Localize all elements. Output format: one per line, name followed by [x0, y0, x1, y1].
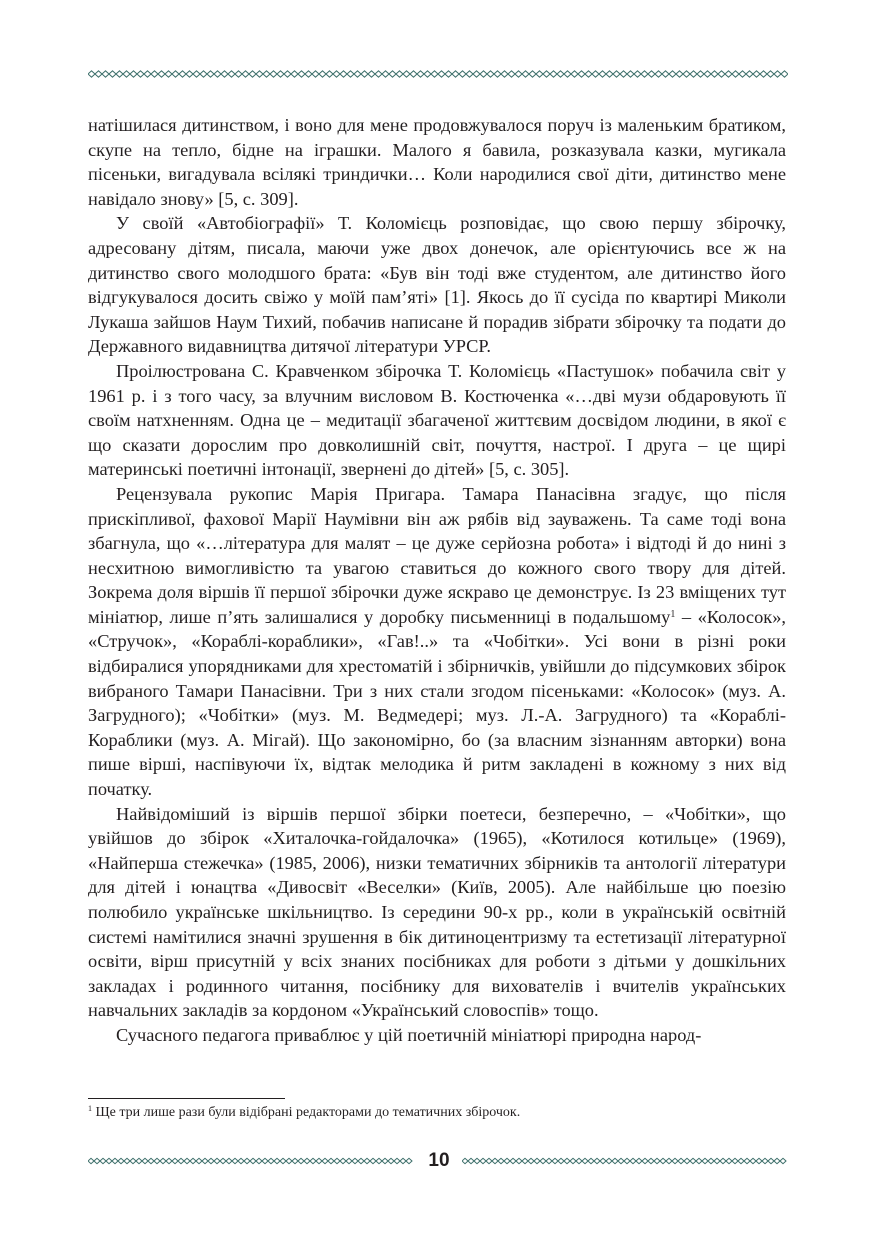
ornament-diamond — [480, 1158, 486, 1163]
ornament-diamond — [655, 71, 662, 77]
ornament-diamond — [291, 71, 298, 77]
ornament-diamond — [214, 1158, 220, 1163]
ornament-diamond — [200, 71, 207, 77]
ornament-diamond — [280, 1158, 286, 1163]
footnote-divider — [88, 1098, 285, 1099]
ornament-diamond — [410, 71, 417, 77]
ornament-diamond — [578, 71, 585, 77]
ornament-diamond — [452, 71, 459, 77]
ornament-diamond — [641, 71, 648, 77]
ornament-diamond — [112, 1158, 118, 1163]
ornament-diamond — [654, 1158, 660, 1163]
ornament-diamond — [333, 71, 340, 77]
ornament-diamond — [630, 1158, 636, 1163]
ornament-diamond — [746, 71, 753, 77]
ornament-diamond — [220, 1158, 226, 1163]
ornament-diamond — [466, 71, 473, 77]
ornament-diamond — [683, 71, 690, 77]
ornament-diamond — [522, 1158, 528, 1163]
ornament-diamond — [277, 71, 284, 77]
ornament-diamond — [190, 1158, 196, 1163]
ornament-diamond — [352, 1158, 358, 1163]
footnote — [88, 1104, 786, 1122]
ornament-diamond — [151, 71, 158, 77]
footer-ornament-right — [462, 1157, 788, 1165]
ornament-diamond — [492, 1158, 498, 1163]
ornament-pattern — [88, 69, 788, 79]
ornament-diamond — [606, 1158, 612, 1163]
paragraph-4-part-2: – «Колосок», «Стручок», «Кораблі-кораблики», «Гав!..» та «Чобітки». Усі вони в різні роки відбиралися упорядниками для хрестоматій і збірничків, увійшли до підсумкових збірок вибраного Тамари Панасівни. Три з них стали згодом пісеньками: «Колосок» (муз. А. Загрудного); «Чобітки» (муз. М. Ведмедері; муз. Л.-А. Загрудного) та «Кораблі-Кораблики (муз. А. Мігай). Що закономірно, бо (за власним зізнанням авторки) вона пише вірші, наспівуючи їх, відтак мелодика й ритм закладені в кожному з них від початку. — [88, 606, 786, 800]
ornament-diamond — [137, 71, 144, 77]
ornament-diamond — [516, 1158, 522, 1163]
ornament-diamond — [612, 1158, 618, 1163]
ornament-diamond — [585, 71, 592, 77]
ornament-diamond — [250, 1158, 256, 1163]
ornament-diamond — [406, 1158, 412, 1163]
ornament-diamond — [718, 71, 725, 77]
ornament-diamond — [702, 1158, 708, 1163]
ornament-diamond — [543, 71, 550, 77]
ornament-diamond — [564, 1158, 570, 1163]
ornament-diamond — [179, 71, 186, 77]
paragraph-5: Найвідоміший із віршів першої збірки поетеси, безперечно, – «Чобітки», що увійшов до збірок «Хиталочка-гойдалочка» (1965), «Котилося котильце» (1969), «Найперша стежечка» (1985, 2006), низки тематичних збірників та антології літератури для дітей і юнацтва «Дивосвіт «Веселки» (Київ, 2005). Але найбільше цю поезію полюбило українське шкільництво. Із середини 90-х рр., коли в українській освітній системі намітилися значні зрушення в бік дитиноцентризму та естетизації літературної освіти, вірш присутній у всіх знаних посібниках для роботи з дітьми у дошкільних закладах і родинного читання, посібнику для вихователів і вчителів українських навчальних закладів за кордоном «Український словоспів» тощо. — [88, 803, 786, 1021]
ornament-diamond — [624, 1158, 630, 1163]
footnote-text: Ще три лише рази були відібрані редакторами до тематичних збірочок. — [92, 1105, 521, 1120]
ornament-diamond — [501, 71, 508, 77]
ornament-diamond — [529, 71, 536, 77]
ornament-diamond — [762, 1158, 768, 1163]
ornament-diamond — [750, 1158, 756, 1163]
ornament-diamond — [88, 1158, 94, 1163]
paragraph-1: натішилася дитинством, і воно для мене продовжувалося поруч із маленьким братиком, скупе на тепло, бідне на іграшки. Малого я бавила, розказувала казки, мугикала пісеньки, вигадувала всілякі триндички… Коли народилися свої діти, дитинство мене навідало знову» [5, с. 309]. — [88, 115, 786, 209]
ornament-diamond — [328, 1158, 334, 1163]
ornament-diamond — [394, 1158, 400, 1163]
ornament-diamond — [106, 1158, 112, 1163]
ornament-diamond — [634, 71, 641, 77]
ornament-diamond — [165, 71, 172, 77]
ornament-diamond — [774, 71, 781, 77]
ornament-diamond — [310, 1158, 316, 1163]
ornament-diamond — [676, 71, 683, 77]
ornament-diamond — [528, 1158, 534, 1163]
ornament-diamond — [340, 1158, 346, 1163]
ornament-diamond — [109, 71, 116, 77]
ornament-diamond — [347, 71, 354, 77]
ornament-diamond — [690, 71, 697, 77]
ornament-diamond — [756, 1158, 762, 1163]
ornament-diamond — [322, 1158, 328, 1163]
footer-ornament-left — [88, 1157, 414, 1165]
ornament-diamond — [669, 71, 676, 77]
ornament-diamond — [361, 71, 368, 77]
ornament-diamond — [172, 1158, 178, 1163]
ornament-diamond — [202, 1158, 208, 1163]
ornament-diamond — [552, 1158, 558, 1163]
ornament-diamond — [262, 1158, 268, 1163]
ornament-diamond — [116, 71, 123, 77]
ornament-diamond — [550, 71, 557, 77]
ornament-diamond — [268, 1158, 274, 1163]
ornament-diamond — [726, 1158, 732, 1163]
ornament-diamond — [100, 1158, 106, 1163]
ornament-diamond — [780, 1158, 786, 1163]
ornament-diamond — [672, 1158, 678, 1163]
ornament-diamond — [382, 1158, 388, 1163]
page-number: 10 — [428, 1150, 450, 1171]
ornament-diamond — [725, 71, 732, 77]
paragraph-4-part-1: Рецензувала рукопис Марія Пригара. Тамара Панасівна згадує, що після прискіпливої, фахової Марії Наумівни він аж рябів від зауважень. Та саме тоді вона збагнула, що «…література для малят – це дуже серйозна робота» і відтоді й до нині з несхитною вимогливістю та увагою ставиться до кожного свого твору для дітей. Зокрема доля віршів її першої збірочки дуже яскраво це демонструє. Із 23 вміщених тут мініатюр, лише п’ять залишалися у доробку письменниці в подальшому — [88, 483, 786, 627]
ornament-diamond — [304, 1158, 310, 1163]
ornament-diamond — [666, 1158, 672, 1163]
ornament-diamond — [184, 1158, 190, 1163]
ornament-diamond — [486, 1158, 492, 1163]
ornament-diamond — [781, 71, 788, 77]
ornament-diamond — [400, 1158, 406, 1163]
ornament-diamond — [382, 71, 389, 77]
footnote-mark: 1 — [88, 1104, 92, 1113]
ornament-diamond — [256, 1158, 262, 1163]
ornament-diamond — [274, 1158, 280, 1163]
ornament-diamond — [536, 71, 543, 77]
ornament-diamond — [564, 71, 571, 77]
ornament-diamond — [172, 71, 179, 77]
ornament-diamond — [662, 71, 669, 77]
ornament-diamond — [375, 71, 382, 77]
ornament-diamond — [354, 71, 361, 77]
ornament-diamond — [690, 1158, 696, 1163]
ornament-diamond — [221, 71, 228, 77]
ornament-diamond — [154, 1158, 160, 1163]
ornament-diamond — [720, 1158, 726, 1163]
ornament-diamond — [660, 1158, 666, 1163]
ornament-diamond — [214, 71, 221, 77]
ornament-diamond — [148, 1158, 154, 1163]
footnote-reference[interactable]: 1 — [670, 608, 676, 620]
ornament-diamond — [142, 1158, 148, 1163]
ornament-diamond — [636, 1158, 642, 1163]
ornament-diamond — [95, 71, 102, 77]
ornament-diamond — [558, 1158, 564, 1163]
ornament-diamond — [346, 1158, 352, 1163]
ornament-diamond — [534, 1158, 540, 1163]
ornament-diamond — [123, 71, 130, 77]
ornament-diamond — [594, 1158, 600, 1163]
ornament-diamond — [244, 1158, 250, 1163]
ornament-diamond — [178, 1158, 184, 1163]
ornament-diamond — [767, 71, 774, 77]
ornament-diamond — [684, 1158, 690, 1163]
ornament-diamond — [235, 71, 242, 77]
ornament-diamond — [312, 71, 319, 77]
ornament-diamond — [124, 1158, 130, 1163]
ornament-diamond — [648, 1158, 654, 1163]
ornament-diamond — [708, 1158, 714, 1163]
ornament-diamond — [576, 1158, 582, 1163]
ornament-diamond — [627, 71, 634, 77]
ornament-diamond — [557, 71, 564, 77]
ornament-diamond — [546, 1158, 552, 1163]
ornament-diamond — [487, 71, 494, 77]
ornament-diamond — [249, 71, 256, 77]
ornament-diamond — [431, 71, 438, 77]
ornament-diamond — [618, 1158, 624, 1163]
ornament-diamond — [480, 71, 487, 77]
ornament-diamond — [207, 71, 214, 77]
paragraph-6: Сучасного педагога приваблює у цій поетичній мініатюрі природна народ- — [116, 1024, 702, 1045]
ornament-diamond — [678, 1158, 684, 1163]
ornament-diamond — [760, 71, 767, 77]
ornament-diamond — [238, 1158, 244, 1163]
ornament-diamond — [588, 1158, 594, 1163]
ornament-diamond — [417, 71, 424, 77]
ornament-diamond — [697, 71, 704, 77]
ornament-diamond — [774, 1158, 780, 1163]
ornament-diamond — [504, 1158, 510, 1163]
ornament-diamond — [144, 71, 151, 77]
ornament-diamond — [403, 71, 410, 77]
header-ornament — [88, 69, 788, 79]
ornament-diamond — [298, 1158, 304, 1163]
ornament-diamond — [358, 1158, 364, 1163]
ornament-diamond — [102, 71, 109, 77]
ornament-diamond — [298, 71, 305, 77]
ornament-diamond — [256, 71, 263, 77]
ornament-diamond — [732, 1158, 738, 1163]
ornament-diamond — [263, 71, 270, 77]
page-footer — [88, 1149, 788, 1173]
ornament-diamond — [270, 71, 277, 77]
ornament-diamond — [582, 1158, 588, 1163]
ornament-diamond — [711, 71, 718, 77]
ornament-diamond — [334, 1158, 340, 1163]
ornament-diamond — [193, 71, 200, 77]
ornament-diamond — [592, 71, 599, 77]
paragraph-3: Проілюстрована С. Кравченком збірочка Т. Коломієць «Пастушок» побачила світ у 1961 р. і з того часу, за влучним висловом В. Костюченка «…дві музи обдаровують її своїм натхненням. Одна це – медитації збагаченої життєвим досвідом людини, в якої є що сказати дорослим про довколишній світ, почуття, настрої. І друга – це щирі материнські поетичні інтонації, звернені до дітей» [5, с. 305]. — [88, 360, 786, 480]
ornament-diamond — [94, 1158, 100, 1163]
ornament-diamond — [130, 71, 137, 77]
ornament-diamond — [648, 71, 655, 77]
ornament-diamond — [340, 71, 347, 77]
ornament-diamond — [599, 71, 606, 77]
ornament-diamond — [305, 71, 312, 77]
ornament-diamond — [738, 1158, 744, 1163]
paragraph-4 — [88, 482, 786, 802]
ornament-diamond — [196, 1158, 202, 1163]
ornament-diamond — [613, 71, 620, 77]
ornament-diamond — [160, 1158, 166, 1163]
ornament-diamond — [226, 1158, 232, 1163]
ornament-diamond — [130, 1158, 136, 1163]
ornament-diamond — [292, 1158, 298, 1163]
ornament-diamond — [462, 1158, 468, 1163]
ornament-diamond — [396, 71, 403, 77]
ornament-diamond — [459, 71, 466, 77]
ornament-diamond — [494, 71, 501, 77]
ornament-diamond — [370, 1158, 376, 1163]
ornament-diamond — [186, 71, 193, 77]
ornament-diamond — [364, 1158, 370, 1163]
ornament-diamond — [642, 1158, 648, 1163]
ornament-diamond — [316, 1158, 322, 1163]
ornament-diamond — [508, 71, 515, 77]
ornament-diamond — [445, 71, 452, 77]
ornament-diamond — [468, 1158, 474, 1163]
ornament-diamond — [606, 71, 613, 77]
ornament-diamond — [284, 71, 291, 77]
page-body — [88, 113, 786, 1048]
ornament-diamond — [389, 71, 396, 77]
ornament-diamond — [473, 71, 480, 77]
ornament-diamond — [571, 71, 578, 77]
ornament-diamond — [753, 71, 760, 77]
ornament-diamond — [739, 71, 746, 77]
ornament-diamond — [522, 71, 529, 77]
ornament-diamond — [515, 71, 522, 77]
ornament-diamond — [714, 1158, 720, 1163]
ornament-diamond — [319, 71, 326, 77]
ornament-diamond — [768, 1158, 774, 1163]
ornament-diamond — [118, 1158, 124, 1163]
ornament-diamond — [368, 71, 375, 77]
paragraph-2: У своїй «Автобіографії» Т. Коломієць розповідає, що свою першу збірочку, адресовану дітям, писала, маючи уже двох донечок, але орієнтуючись все ж на дитинство свого молодшого брата: «Був він тоді вже студентом, але дитинство його відгукувалося досить свіжо у моїй пам’яті» [1]. Якось до її сусіда по квартирі Миколи Лукаша зайшов Наум Тихий, побачив написане й порадив зібрати збірочку та подати до Державного видавництва дитячої літератури УРСР. — [88, 213, 786, 357]
ornament-diamond — [136, 1158, 142, 1163]
ornament-diamond — [600, 1158, 606, 1163]
ornament-diamond — [158, 71, 165, 77]
ornament-diamond — [540, 1158, 546, 1163]
ornament-diamond — [88, 71, 95, 77]
ornament-diamond — [388, 1158, 394, 1163]
ornament-diamond — [620, 71, 627, 77]
ornament-diamond — [326, 71, 333, 77]
ornament-diamond — [474, 1158, 480, 1163]
ornament-diamond — [696, 1158, 702, 1163]
ornament-diamond — [242, 71, 249, 77]
ornament-diamond — [424, 71, 431, 77]
ornament-diamond — [232, 1158, 238, 1163]
ornament-diamond — [208, 1158, 214, 1163]
ornament-diamond — [166, 1158, 172, 1163]
ornament-diamond — [570, 1158, 576, 1163]
ornament-diamond — [228, 71, 235, 77]
ornament-diamond — [438, 71, 445, 77]
ornament-diamond — [510, 1158, 516, 1163]
ornament-diamond — [704, 71, 711, 77]
ornament-diamond — [286, 1158, 292, 1163]
ornament-diamond — [498, 1158, 504, 1163]
ornament-diamond — [376, 1158, 382, 1163]
ornament-diamond — [744, 1158, 750, 1163]
ornament-diamond — [732, 71, 739, 77]
